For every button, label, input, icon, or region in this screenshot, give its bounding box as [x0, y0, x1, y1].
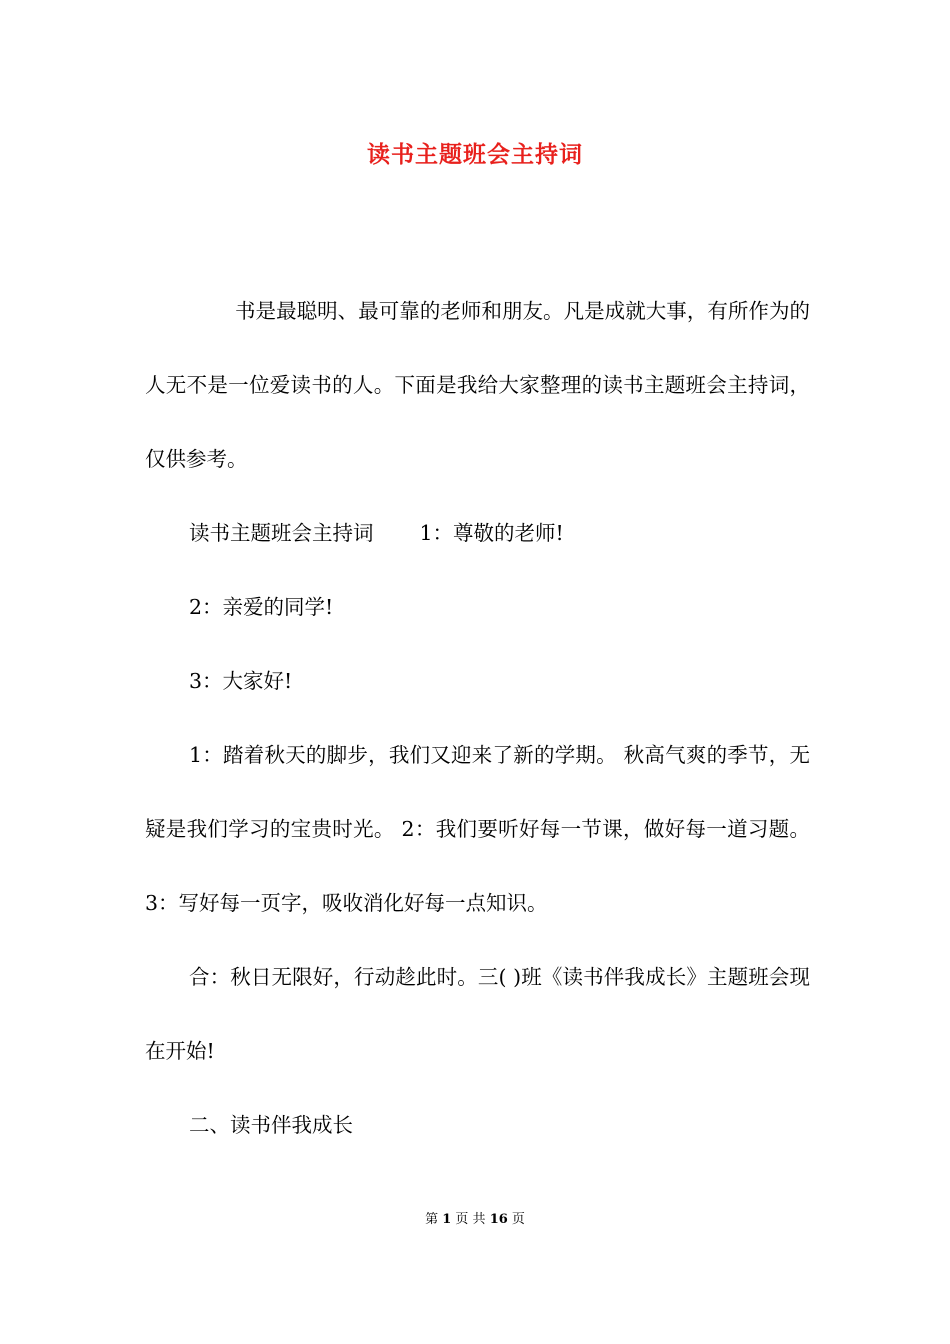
- section-heading: 二、读书伴我成长: [189, 1113, 353, 1137]
- footer-prefix: 第: [425, 1212, 439, 1227]
- footer-suffix: 页: [511, 1212, 525, 1227]
- together-paragraph: 合：秋日无限好，行动趁此时。三( )班《读书伴我成长》主题班会现在开始!: [145, 965, 810, 1063]
- host-line-2: 2：亲爱的同学!: [189, 595, 334, 619]
- footer-total-pages: 16: [489, 1212, 508, 1227]
- document-title: 读书主题班会主持词: [367, 141, 583, 168]
- host-line-heading: [145, 496, 810, 570]
- footer-middle: 页 共: [455, 1212, 486, 1227]
- document-body: [145, 274, 810, 1162]
- autumn-paragraph: 1：踏着秋天的脚步，我们又迎来了新的学期。 秋高气爽的季节，无疑是我们学习的宝贵时光。 2：我们要听好每一节课，做好每一道习题。 3：写好每一页字，吸收消化好每一点知识。: [145, 743, 810, 915]
- heading-line-left: 读书主题班会主持词: [189, 521, 374, 545]
- intro-paragraph: 书是最聪明、最可靠的老师和朋友。凡是成就大事，有所作为的人无不是一位爱读书的人。下面是我给大家整理的读书主题班会主持词，仅供参考。: [145, 299, 810, 471]
- page-footer: [0, 1208, 950, 1227]
- heading-line-right: 1：尊敬的老师!: [419, 521, 564, 545]
- host-line-3: 3：大家好!: [189, 669, 293, 693]
- footer-page-number: 1: [442, 1212, 452, 1227]
